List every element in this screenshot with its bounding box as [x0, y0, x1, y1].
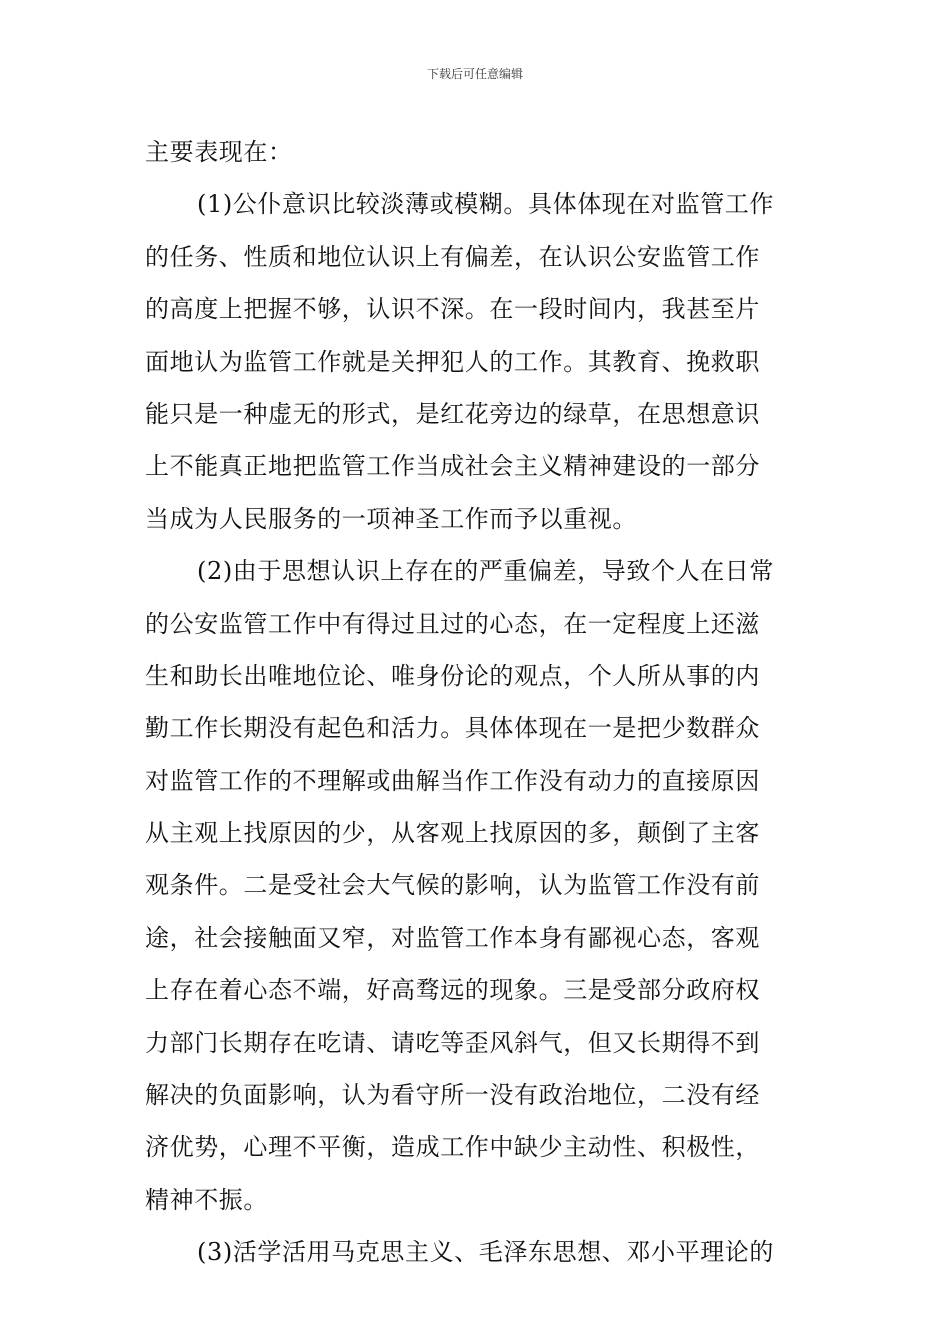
text-line: 途，社会接触面又窄，对监管工作本身有鄙视心态，客观	[145, 923, 760, 952]
text-line: 当成为人民服务的一项神圣工作而予以重视。	[145, 504, 637, 533]
text-line: 的任务、性质和地位认识上有偏差，在认识公安监管工作	[145, 242, 760, 271]
text-line: 对监管工作的不理解或曲解当作工作没有动力的直接原因	[145, 766, 760, 795]
text-line: (1)公仆意识比较淡薄或模糊。具体体现在对监管工作	[197, 190, 774, 219]
text-line: 的高度上把握不够，认识不深。在一段时间内，我甚至片	[145, 295, 760, 324]
text-line: 济优势，心理不平衡，造成工作中缺少主动性、积极性，	[145, 1133, 760, 1162]
text-line: 上存在着心态不端，好高骛远的现象。三是受部分政府权	[145, 976, 760, 1005]
text-line: 上不能真正地把监管工作当成社会主义精神建设的一部分	[145, 452, 760, 481]
text-line: 从主观上找原因的少，从客观上找原因的多，颠倒了主客	[145, 819, 760, 848]
text-line: (3)活学活用马克思主义、毛泽东思想、邓小平理论的	[197, 1238, 774, 1267]
text-line: 生和助长出唯地位论、唯身份论的观点，个人所从事的内	[145, 661, 760, 690]
page-header-note: 下载后可任意编辑	[426, 67, 523, 81]
text-line: 的公安监管工作中有得过且过的心态，在一定程度上还滋	[145, 609, 760, 638]
text-line: 观条件。二是受社会大气候的影响，认为监管工作没有前	[145, 871, 760, 900]
text-line: 能只是一种虚无的形式，是红花旁边的绿草，在思想意识	[145, 399, 760, 428]
text-line: 解决的负面影响，认为看守所一没有政治地位，二没有经	[145, 1081, 760, 1110]
text-line: (2)由于思想认识上存在的严重偏差，导致个人在日常	[197, 557, 774, 586]
text-line: 勤工作长期没有起色和活力。具体体现在一是把少数群众	[145, 714, 760, 743]
text-line: 力部门长期存在吃请、请吃等歪风斜气，但又长期得不到	[145, 1028, 760, 1057]
text-line: 主要表现在：	[145, 138, 293, 166]
document-body	[145, 126, 809, 1279]
text-line: 面地认为监管工作就是关押犯人的工作。其教育、挽救职	[145, 347, 760, 376]
text-line: 精神不振。	[145, 1185, 268, 1214]
